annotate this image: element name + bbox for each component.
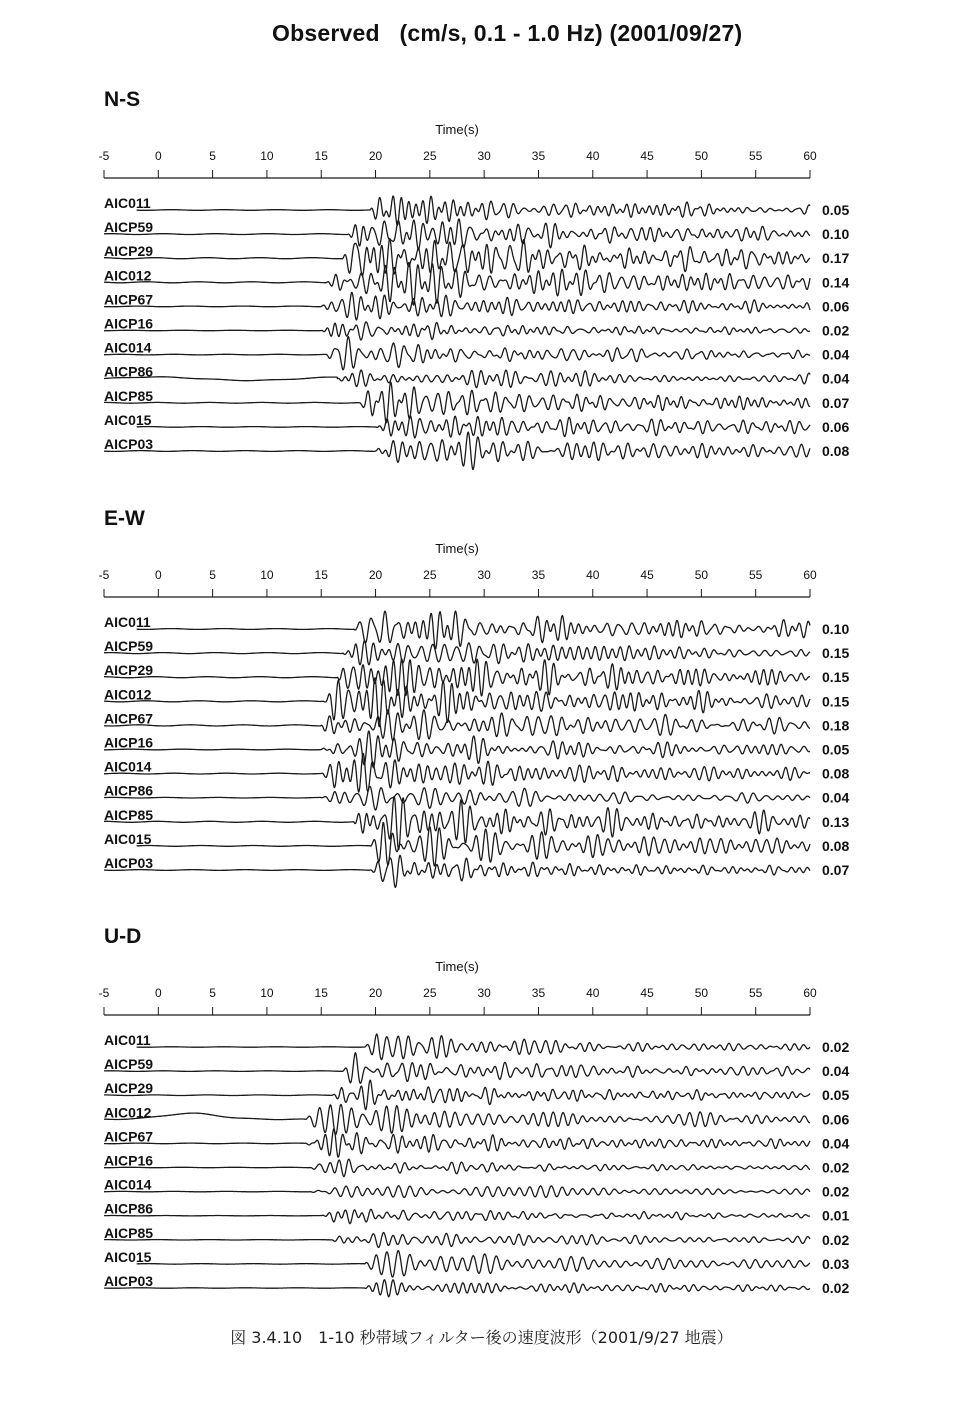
figure-title: Observed (cm/s, 0.1 - 1.0 Hz) (2001/09/27) bbox=[272, 20, 743, 46]
waveform-trace bbox=[104, 370, 810, 388]
max-amplitude-label: 0.05 bbox=[822, 741, 850, 758]
waveform-trace bbox=[104, 1159, 810, 1176]
station-label: AIC012 bbox=[104, 686, 152, 703]
panel-e-w bbox=[0, 507, 963, 927]
max-amplitude-label: 0.06 bbox=[822, 1111, 850, 1128]
station-label: AIC014 bbox=[104, 758, 152, 775]
waveform-trace bbox=[104, 1053, 810, 1084]
max-amplitude-label: 0.05 bbox=[822, 202, 850, 218]
x-tick-label: 45 bbox=[640, 986, 654, 1000]
x-tick-label: 60 bbox=[803, 149, 817, 163]
waveform-trace bbox=[104, 659, 810, 696]
station-label: AIC011 bbox=[104, 195, 151, 211]
station-label: AICP29 bbox=[104, 243, 154, 260]
x-tick-label: 60 bbox=[803, 986, 817, 1000]
station-label: AICP03 bbox=[104, 855, 154, 871]
x-tick-label: 30 bbox=[477, 568, 491, 582]
x-tick-label: 20 bbox=[368, 568, 383, 582]
station-label: AIC011 bbox=[104, 614, 151, 630]
max-amplitude-label: 0.13 bbox=[822, 813, 850, 830]
waveform-chart-e-w bbox=[0, 507, 963, 927]
waveform-trace bbox=[104, 1186, 810, 1198]
max-amplitude-label: 0.04 bbox=[822, 1135, 850, 1152]
waveform-trace bbox=[104, 1080, 810, 1110]
station-label: AICP59 bbox=[104, 638, 154, 655]
station-label: AICP85 bbox=[104, 387, 154, 404]
waveform-trace bbox=[104, 797, 810, 850]
waveform-trace bbox=[104, 855, 810, 887]
station-label: AIC012 bbox=[104, 1104, 152, 1121]
x-tick-label: 50 bbox=[694, 149, 709, 163]
waveform-trace bbox=[137, 611, 810, 649]
station-label: AIC012 bbox=[104, 267, 152, 284]
max-amplitude-label: 0.08 bbox=[822, 443, 850, 459]
component-label-n-s: N-S bbox=[104, 88, 141, 111]
waveform-trace bbox=[104, 1209, 810, 1223]
max-amplitude-label: 0.08 bbox=[822, 765, 850, 782]
waveform-trace bbox=[104, 432, 810, 469]
figure-caption: 図 3.4.10 1-10 秒帯域フィルター後の速度波形（2001/9/27 地震） bbox=[230, 1328, 733, 1347]
x-tick-label: 0 bbox=[154, 986, 162, 1000]
max-amplitude-label: 0.02 bbox=[822, 1231, 850, 1248]
station-label: AIC015 bbox=[104, 411, 152, 428]
x-tick-label: 25 bbox=[423, 568, 437, 582]
max-amplitude-label: 0.04 bbox=[822, 1063, 850, 1080]
waveform-trace bbox=[104, 322, 810, 340]
station-label: AIC011 bbox=[104, 1032, 151, 1048]
max-amplitude-label: 0.15 bbox=[822, 669, 850, 686]
station-label: AIC015 bbox=[104, 830, 152, 847]
max-amplitude-label: 0.04 bbox=[822, 346, 850, 363]
x-tick-label: 55 bbox=[749, 568, 763, 582]
x-tick-label: 10 bbox=[260, 986, 274, 1000]
max-amplitude-label: 0.07 bbox=[822, 394, 850, 411]
x-tick-label: 20 bbox=[368, 986, 383, 1000]
x-tick-label: 30 bbox=[477, 986, 491, 1000]
x-tick-label: 5 bbox=[209, 568, 216, 582]
waveform-trace bbox=[104, 263, 810, 306]
x-tick-label: 0 bbox=[154, 149, 162, 163]
station-label: AICP59 bbox=[104, 1056, 154, 1073]
waveform-trace bbox=[104, 1233, 810, 1248]
waveform-trace bbox=[104, 731, 810, 768]
station-label: AICP67 bbox=[104, 291, 154, 308]
waveform-chart-u-d bbox=[0, 925, 963, 1345]
max-amplitude-label: 0.02 bbox=[822, 1183, 850, 1200]
waveform-trace bbox=[104, 293, 810, 321]
max-amplitude-label: 0.06 bbox=[822, 298, 850, 315]
waveform-trace bbox=[104, 1280, 810, 1297]
station-label: AICP67 bbox=[104, 1128, 154, 1145]
x-tick-label: -5 bbox=[98, 986, 110, 1000]
x-tick-label: 15 bbox=[314, 986, 328, 1000]
x-tick-label: -5 bbox=[98, 149, 110, 163]
x-tick-label: 40 bbox=[586, 568, 600, 582]
x-tick-label: 40 bbox=[586, 986, 600, 1000]
waveform-trace bbox=[137, 196, 810, 225]
station-label: AICP29 bbox=[104, 1080, 154, 1097]
station-label: AICP85 bbox=[104, 806, 154, 823]
station-label: AICP16 bbox=[104, 1152, 154, 1169]
waveform-trace bbox=[104, 641, 810, 665]
x-tick-label: 10 bbox=[260, 149, 274, 163]
x-tick-label: 45 bbox=[640, 149, 654, 163]
station-label: AICP86 bbox=[104, 363, 154, 380]
max-amplitude-label: 0.15 bbox=[822, 645, 850, 662]
x-tick-label: 40 bbox=[586, 149, 600, 163]
x-tick-label: 25 bbox=[423, 149, 437, 163]
component-label-u-d: U-D bbox=[104, 925, 142, 948]
max-amplitude-label: 0.02 bbox=[822, 322, 850, 339]
x-axis-label: Time(s) bbox=[435, 122, 479, 137]
max-amplitude-label: 0.10 bbox=[822, 621, 850, 637]
panel-n-s bbox=[0, 88, 963, 508]
station-label: AICP85 bbox=[104, 1224, 154, 1241]
waveform-trace bbox=[104, 1129, 810, 1157]
x-tick-label: 35 bbox=[531, 149, 546, 163]
waveform-trace bbox=[137, 1034, 810, 1060]
station-label: AICP16 bbox=[104, 315, 154, 332]
x-tick-label: 25 bbox=[423, 986, 437, 1000]
panel-u-d bbox=[0, 925, 963, 1345]
station-label: AICP59 bbox=[104, 219, 154, 236]
max-amplitude-label: 0.02 bbox=[822, 1159, 850, 1176]
max-amplitude-label: 0.07 bbox=[822, 862, 850, 878]
max-amplitude-label: 0.02 bbox=[822, 1280, 850, 1296]
x-tick-label: 35 bbox=[531, 568, 546, 582]
waveform-trace bbox=[104, 710, 810, 741]
station-label: AICP86 bbox=[104, 782, 154, 799]
x-tick-label: 50 bbox=[694, 986, 709, 1000]
max-amplitude-label: 0.14 bbox=[822, 274, 850, 291]
station-label: AIC014 bbox=[104, 339, 152, 356]
x-tick-label: -5 bbox=[98, 568, 110, 582]
waveform-trace bbox=[137, 1251, 810, 1278]
station-label: AICP86 bbox=[104, 1200, 154, 1217]
max-amplitude-label: 0.01 bbox=[822, 1207, 850, 1224]
station-label: AICP67 bbox=[104, 710, 154, 727]
x-tick-label: 0 bbox=[154, 568, 162, 582]
waveform-trace bbox=[104, 1104, 810, 1134]
max-amplitude-label: 0.02 bbox=[822, 1039, 850, 1055]
x-axis-label: Time(s) bbox=[435, 541, 479, 556]
component-label-e-w: E-W bbox=[104, 507, 145, 530]
waveform-chart-n-s bbox=[0, 88, 963, 508]
station-label: AICP03 bbox=[104, 436, 154, 452]
x-axis-label: Time(s) bbox=[435, 959, 479, 974]
x-tick-label: 45 bbox=[640, 568, 654, 582]
max-amplitude-label: 0.17 bbox=[822, 250, 850, 267]
max-amplitude-label: 0.18 bbox=[822, 717, 850, 734]
station-label: AICP29 bbox=[104, 662, 154, 679]
max-amplitude-label: 0.15 bbox=[822, 693, 850, 710]
max-amplitude-label: 0.05 bbox=[822, 1087, 850, 1104]
x-tick-label: 5 bbox=[209, 149, 216, 163]
waveform-trace bbox=[104, 382, 810, 423]
station-label: AICP16 bbox=[104, 734, 154, 751]
max-amplitude-label: 0.08 bbox=[822, 837, 850, 854]
x-tick-label: 55 bbox=[749, 149, 763, 163]
waveform-trace bbox=[104, 219, 810, 250]
station-label: AIC015 bbox=[104, 1248, 152, 1265]
x-tick-label: 55 bbox=[749, 986, 763, 1000]
station-label: AIC014 bbox=[104, 1176, 152, 1193]
x-tick-label: 15 bbox=[314, 568, 328, 582]
waveform-trace bbox=[137, 416, 810, 438]
x-tick-label: 50 bbox=[694, 568, 709, 582]
x-tick-label: 60 bbox=[803, 568, 817, 582]
max-amplitude-label: 0.03 bbox=[822, 1255, 850, 1272]
station-label: AICP03 bbox=[104, 1273, 154, 1289]
x-tick-label: 15 bbox=[314, 149, 328, 163]
waveform-trace bbox=[104, 753, 810, 792]
x-tick-label: 35 bbox=[531, 986, 546, 1000]
x-tick-label: 30 bbox=[477, 149, 491, 163]
max-amplitude-label: 0.04 bbox=[822, 789, 850, 806]
waveform-trace bbox=[104, 786, 810, 810]
waveform-trace bbox=[104, 337, 810, 370]
x-tick-label: 10 bbox=[260, 568, 274, 582]
x-tick-label: 20 bbox=[368, 149, 383, 163]
max-amplitude-label: 0.04 bbox=[822, 370, 850, 387]
max-amplitude-label: 0.06 bbox=[822, 418, 850, 435]
x-tick-label: 5 bbox=[209, 986, 216, 1000]
max-amplitude-label: 0.10 bbox=[822, 226, 850, 243]
